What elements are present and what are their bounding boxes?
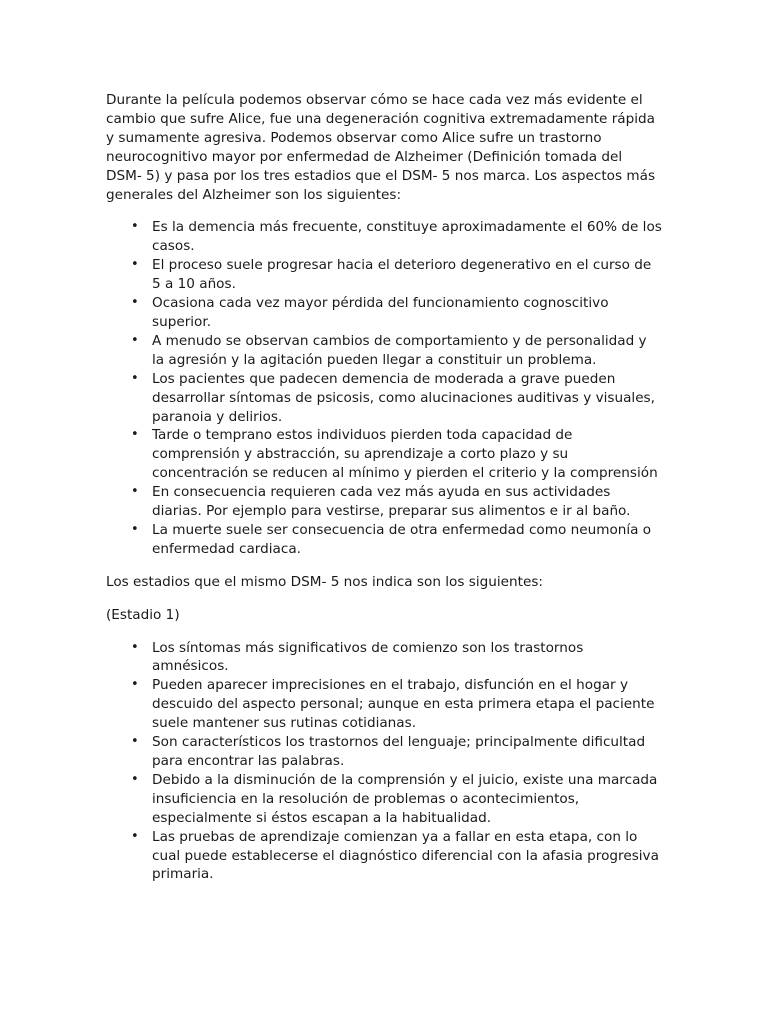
bullet-icon: • (131, 639, 139, 655)
bullet-icon: • (131, 734, 139, 750)
list-item: • Las pruebas de aprendizaje comienzan ya a fallar en esta etapa, con lo cual puede establecerse el diagnóstico diferencial con la afasia progresiva primaria. (131, 828, 659, 883)
stages-intro-paragraph: Los estadios que el mismo DSM- 5 nos indica son los siguientes: (106, 573, 543, 590)
aspects-list (106, 218, 662, 558)
list-item: • Son característicos los trastornos del lenguaje; principalmente dificultad para encontrar las palabras. (131, 734, 646, 769)
intro-paragraph: Durante la película podemos observar cómo se hace cada vez más evidente el cambio que sufre Alice, fue una degeneración cognitiva extremadamente rápida y sumamente agresiva. Podemos observar como Alice sufre un trastorno neurocognitivo mayor por enfermedad de Alzheimer (Definición tomada del DSM- 5) y pasa por los tres estadios que el DSM- 5 nos marca. Los aspectos más generales del Alzheimer son los siguientes: (106, 92, 656, 203)
bullet-icon: • (131, 828, 139, 844)
bullet-icon: • (131, 332, 139, 348)
bullet-icon: • (131, 484, 139, 500)
document-page (106, 91, 662, 898)
bullet-icon: • (131, 257, 139, 273)
bullet-icon: • (131, 370, 139, 386)
stage1-list (106, 639, 662, 885)
list-item: • Pueden aparecer imprecisiones en el trabajo, disfunción en el hogar y descuido del aspecto personal; aunque en esta primera etapa el paciente suele mantener sus rutinas cotidianas. (131, 677, 655, 732)
bullet-icon: • (131, 219, 139, 235)
list-item: • A menudo se observan cambios de comportamiento y de personalidad y la agresión y la agitación pueden llegar a constituir un problema. (131, 332, 647, 368)
list-item: • Los síntomas más significativos de comienzo son los trastornos amnésicos. (131, 639, 584, 675)
list-item: • Tarde o temprano estos individuos pierden toda capacidad de comprensión y abstracción, su aprendizaje a corto plazo y su concentración se reducen al mínimo y pierden el criterio y la comprensión (131, 427, 658, 482)
list-item: • En consecuencia requieren cada vez más ayuda en sus actividades diarias. Por ejemplo para vestirse, preparar sus alimentos e ir al baño. (131, 484, 631, 520)
bullet-icon: • (131, 295, 139, 311)
list-item: • Los pacientes que padecen demencia de moderada a grave pueden desarrollar síntomas de psicosis, como alucinaciones auditivas y visuales, paranoia y delirios. (131, 370, 655, 425)
list-item: • Debido a la disminución de la comprensión y el juicio, existe una marcada insuficiencia en la resolución de problemas o acontecimientos, especialmente si éstos escapan a la habitualidad. (131, 771, 658, 826)
list-item: • Ocasiona cada vez mayor pérdida del funcionamiento cognoscitivo superior. (131, 295, 609, 330)
list-item: • Es la demencia más frecuente, constituye aproximadamente el 60% de los casos. (131, 219, 662, 255)
bullet-icon: • (131, 677, 139, 693)
list-item: • La muerte suele ser consecuencia de otra enfermedad como neumonía o enfermedad cardiaca. (131, 521, 652, 557)
stage1-heading: (Estadio 1) (106, 606, 180, 623)
list-item: • El proceso suele progresar hacia el deterioro degenerativo en el curso de 5 a 10 años. (131, 257, 652, 293)
bullet-icon: • (131, 521, 139, 537)
bullet-icon: • (131, 771, 139, 787)
bullet-icon: • (131, 427, 139, 443)
